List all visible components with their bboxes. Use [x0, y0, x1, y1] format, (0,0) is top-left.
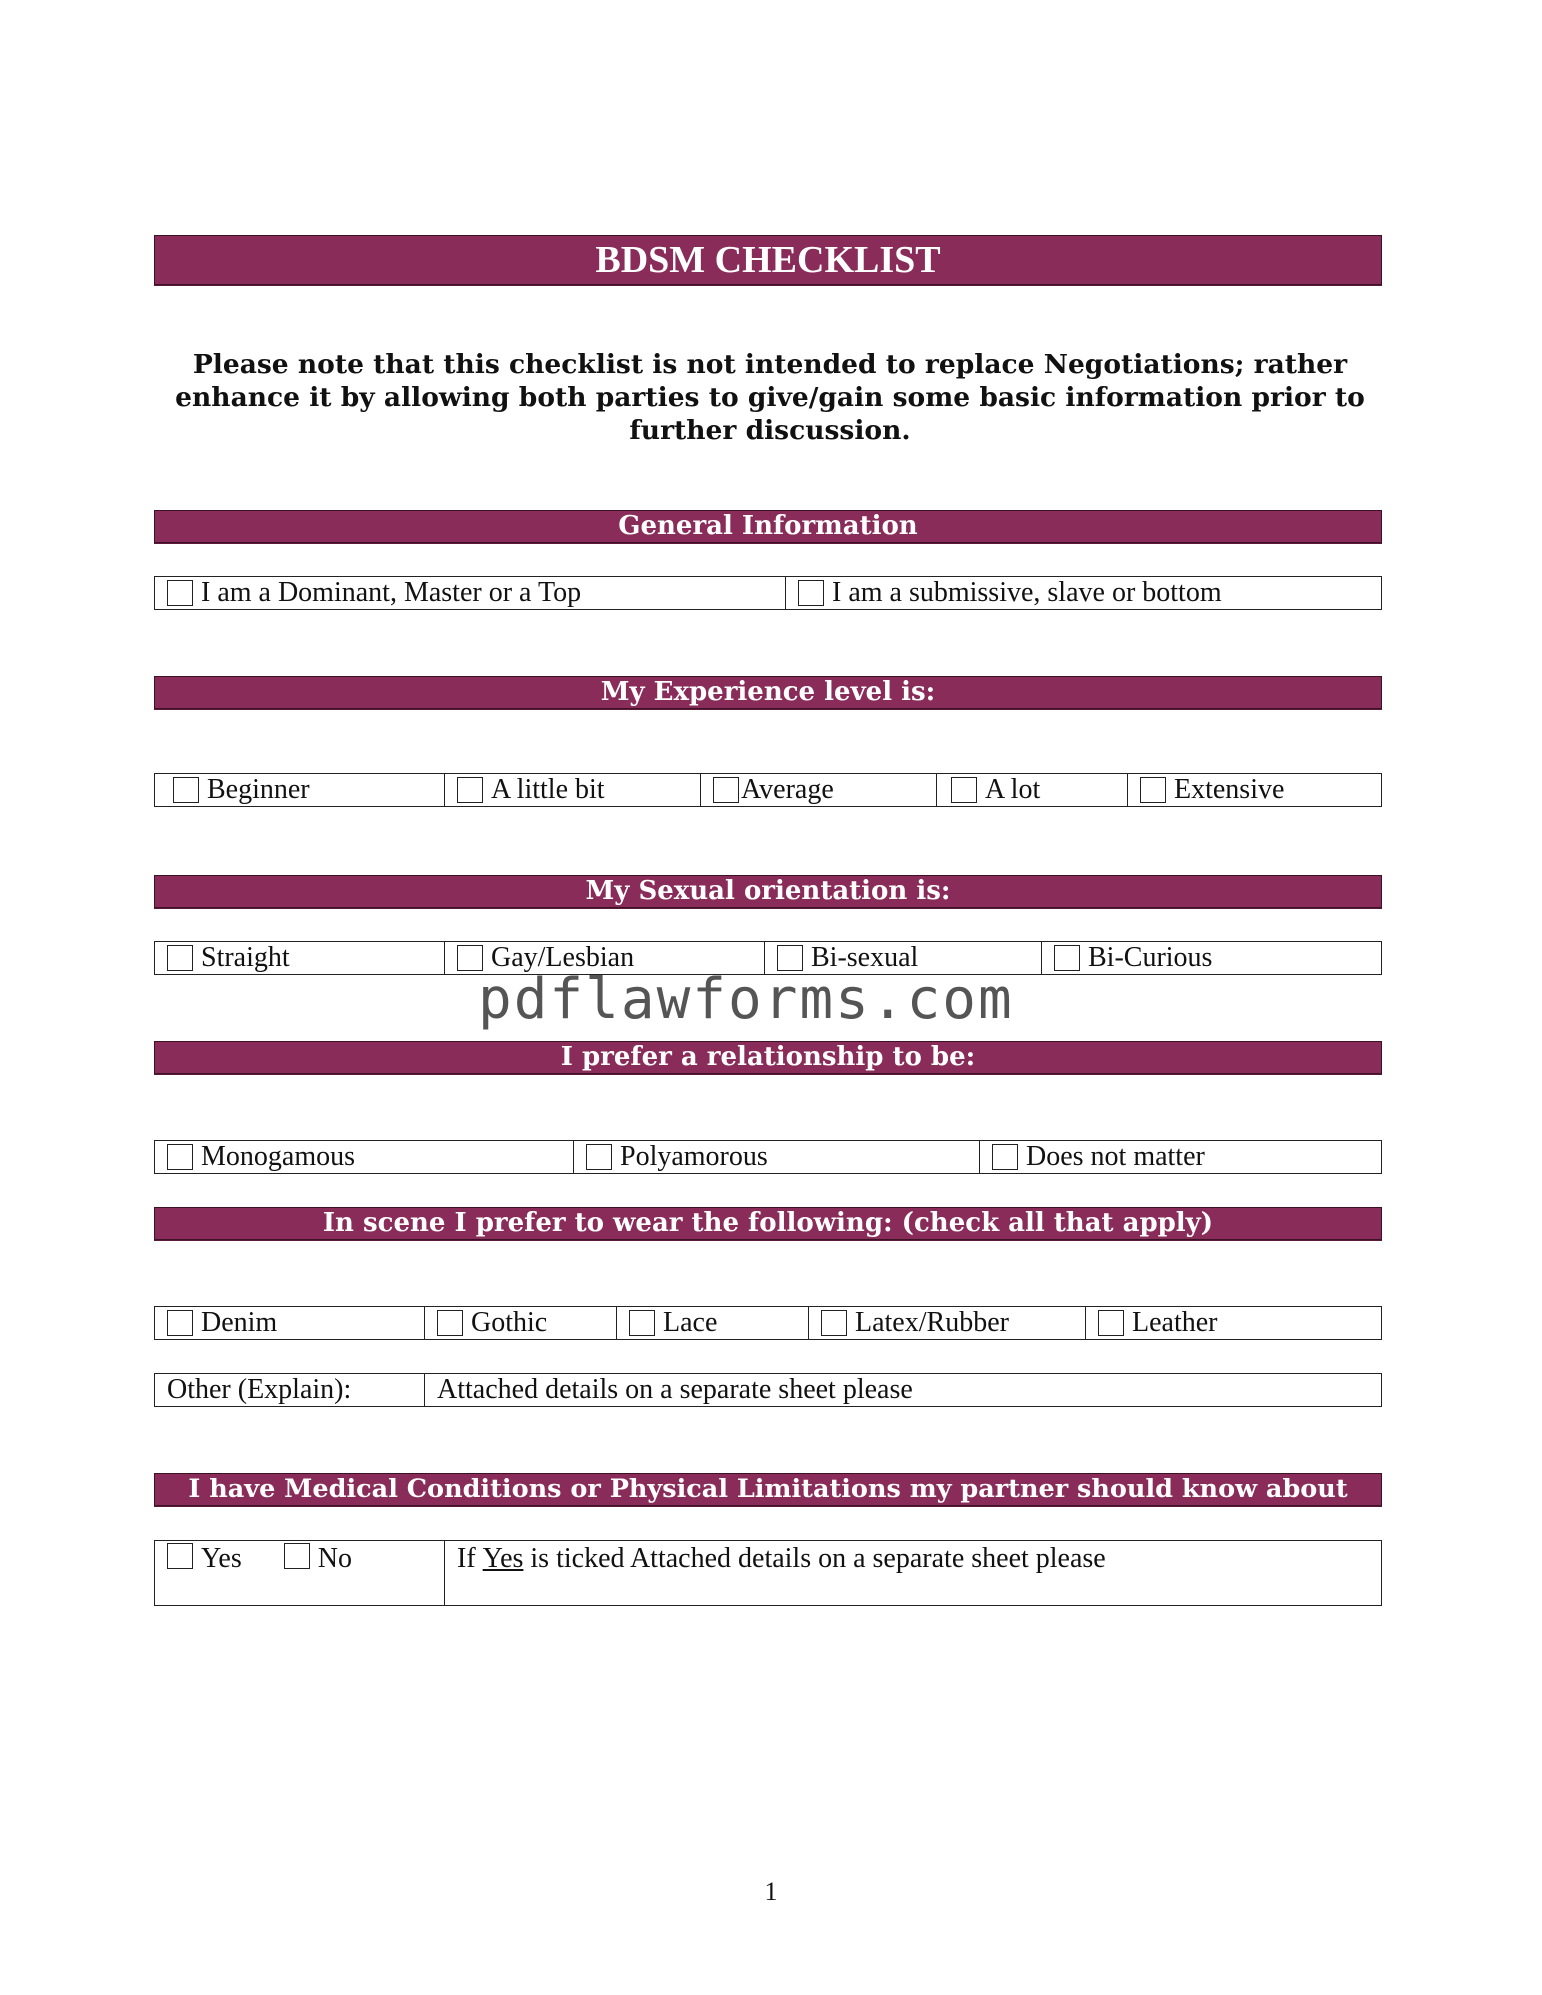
no-label: No — [317, 1543, 352, 1574]
page-number: 1 — [764, 1877, 778, 1906]
option-polyamorous[interactable] — [573, 1141, 979, 1173]
checkbox[interactable] — [992, 1144, 1018, 1170]
option-label: Leather — [1132, 1307, 1218, 1338]
general-row — [154, 576, 1382, 610]
wear-row — [154, 1306, 1382, 1340]
option-label: Average — [741, 774, 834, 805]
option-label: A lot — [985, 774, 1041, 805]
checkbox[interactable] — [1098, 1310, 1124, 1336]
option-does-not-matter[interactable] — [979, 1141, 1381, 1173]
checkbox[interactable] — [586, 1144, 612, 1170]
checkbox-no[interactable] — [284, 1543, 310, 1569]
section-header-orientation: My Sexual orientation is: — [154, 875, 1382, 908]
checkbox[interactable] — [167, 945, 193, 971]
option-a-lot[interactable] — [936, 774, 1127, 806]
checkbox[interactable] — [173, 777, 199, 803]
option-label: Gay/Lesbian — [491, 942, 635, 973]
checkbox[interactable] — [1054, 945, 1080, 971]
option-monogamous[interactable] — [155, 1141, 573, 1173]
checkbox[interactable] — [457, 777, 483, 803]
checkbox[interactable] — [629, 1310, 655, 1336]
option-label: Latex/Rubber — [855, 1307, 1009, 1338]
option-label: I am a submissive, slave or bottom — [832, 577, 1222, 608]
page-title: BDSM CHECKLIST — [154, 235, 1382, 285]
option-label: Bi-sexual — [811, 942, 919, 973]
option-lace[interactable] — [616, 1307, 808, 1339]
option-label: Extensive — [1174, 774, 1285, 805]
checkbox[interactable] — [713, 777, 739, 803]
option-label: A little bit — [491, 774, 605, 805]
option-label: Monogamous — [201, 1141, 355, 1172]
detail-yes: Yes — [482, 1543, 524, 1574]
option-label: Polyamorous — [620, 1141, 768, 1172]
wear-other-row — [154, 1373, 1382, 1407]
section-header-wear: In scene I prefer to wear the following: (check all that apply) — [154, 1207, 1382, 1240]
checkbox[interactable] — [821, 1310, 847, 1336]
medical-details-field[interactable] — [444, 1541, 1381, 1605]
option-label: I am a Dominant, Master or a Top — [201, 577, 582, 608]
other-label: Other (Explain): — [167, 1374, 352, 1405]
option-label: Bi-Curious — [1088, 942, 1213, 973]
section-header-relationship: I prefer a relationship to be: — [154, 1041, 1382, 1074]
option-beginner[interactable] — [155, 774, 444, 806]
checkbox[interactable] — [798, 580, 824, 606]
section-header-general: General Information — [154, 510, 1382, 543]
option-label: Lace — [663, 1307, 718, 1338]
option-label: Gothic — [471, 1307, 548, 1338]
watermark: pdflawforms.com — [478, 967, 1014, 1032]
option-latex-rubber[interactable] — [808, 1307, 1085, 1339]
option-submissive[interactable] — [785, 577, 1381, 609]
section-header-medical: I have Medical Conditions or Physical Limitations my partner should know about — [154, 1473, 1382, 1506]
option-average[interactable] — [700, 774, 936, 806]
relationship-row — [154, 1140, 1382, 1174]
checkbox[interactable] — [437, 1310, 463, 1336]
checkbox[interactable] — [951, 777, 977, 803]
option-gothic[interactable] — [424, 1307, 616, 1339]
detail-suffix: is ticked Attached details on a separate sheet please — [530, 1543, 1106, 1574]
medical-row — [154, 1540, 1382, 1606]
option-bi-curious[interactable] — [1041, 942, 1381, 974]
experience-row — [154, 773, 1382, 807]
yes-label: Yes — [201, 1543, 242, 1574]
checkbox[interactable] — [1140, 777, 1166, 803]
checkbox[interactable] — [167, 1144, 193, 1170]
option-a-little-bit[interactable] — [444, 774, 700, 806]
option-extensive[interactable] — [1127, 774, 1381, 806]
medical-yes-no — [155, 1541, 444, 1605]
option-dominant[interactable] — [155, 577, 785, 609]
other-explain-field[interactable]: Attached details on a separate sheet please — [424, 1374, 1381, 1406]
checkbox-yes[interactable] — [167, 1543, 193, 1569]
option-label: Denim — [201, 1307, 278, 1338]
detail-prefix: If — [457, 1543, 476, 1574]
intro-note: Please note that this checklist is not intended to replace Negotiations; rather enhance it by allowing both parties to give/gain some basic information prior to further discussion. — [175, 349, 1365, 446]
option-label: Beginner — [207, 774, 310, 805]
section-header-experience: My Experience level is: — [154, 676, 1382, 709]
checkbox[interactable] — [167, 1310, 193, 1336]
option-denim[interactable] — [155, 1307, 424, 1339]
option-leather[interactable] — [1085, 1307, 1381, 1339]
option-label: Does not matter — [1026, 1141, 1205, 1172]
option-label: Straight — [201, 942, 290, 973]
checkbox[interactable] — [167, 580, 193, 606]
option-straight[interactable] — [155, 942, 444, 974]
